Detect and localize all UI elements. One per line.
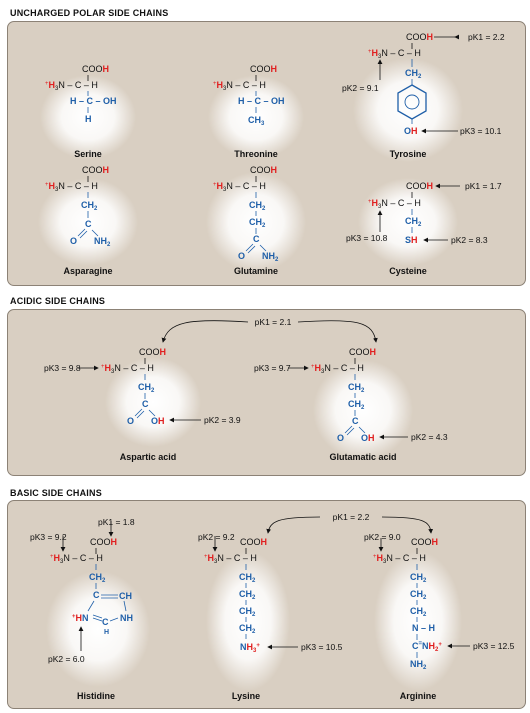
svg-text:COOH: COOH (250, 165, 278, 175)
svg-text:CH2: $CH_2$ (239, 572, 256, 584)
svg-text:CH3: $CH_3$ (248, 115, 265, 127)
svg-text:O: O (70, 236, 78, 246)
histidine-pk3: pK3 = 9.2 (30, 532, 67, 542)
tyrosine-pk2: pK2 = 9.1 (342, 83, 379, 93)
label-lysine: Lysine (231, 691, 261, 701)
svg-text:H: H (104, 629, 110, 636)
svg-text:COOH: COOH (139, 347, 167, 357)
svg-text:COOH: COOH (349, 347, 377, 357)
svg-text:C: C (253, 234, 260, 244)
label-serine: Serine (74, 149, 102, 159)
basic-shared-pk1: pK1 = 2.2 (332, 512, 370, 522)
svg-text:+H3N – C – H: $^+H_3N$ – C – H (101, 363, 154, 375)
svg-text:+H3N – C – H: $^+H_3N$ – C – H (45, 80, 98, 92)
svg-text:C=NH2+: $C^=NH_2^+$ (412, 641, 442, 653)
svg-text:CH2: $CH_2$ (410, 606, 427, 618)
svg-text:+H3N – C – H: $^+H_3N$ – C – H (373, 553, 426, 565)
acidic-diagram (8, 310, 525, 475)
svg-text:C: C (352, 416, 359, 426)
lysine-pk2: pK2 = 9.2 (198, 532, 235, 542)
svg-text:N – H: N – H (412, 623, 436, 633)
svg-text:NH3+: $NH_3^+$ (240, 642, 260, 654)
svg-text:OH: OH (361, 433, 375, 443)
svg-text:COOH: COOH (240, 537, 268, 547)
label-aspartic-acid: Aspartic acid (119, 452, 177, 462)
tyrosine-pk3: pK3 = 10.1 (460, 126, 502, 136)
label-cysteine: Cysteine (389, 266, 427, 276)
label-histidine: Histidine (76, 691, 116, 701)
svg-text:O: O (127, 416, 135, 426)
svg-text:COOH: COOH (82, 64, 110, 74)
svg-text:+H3N – C – H: $^+H_3N$ – C – H (45, 181, 98, 193)
svg-text:CH2: $CH_2$ (249, 200, 266, 212)
svg-text:+H3N – C – H: $^+H_3N$ – C – H (311, 363, 364, 375)
svg-text:CH: CH (119, 591, 132, 601)
label-threonine: Threonine (234, 149, 278, 159)
tyrosine-pk1: pK1 = 2.2 (468, 32, 505, 42)
label-tyrosine: Tyrosine (389, 149, 427, 159)
svg-text:+H3N – C – H: $^+H_3N$ – C – H (50, 553, 103, 565)
svg-text:NH2: $NH_2$ (410, 659, 427, 671)
svg-text:C: C (102, 617, 109, 627)
svg-text:+H3N – C – H: $^+H_3N$ – C – H (368, 48, 421, 60)
svg-text:NH: NH (120, 613, 133, 623)
svg-text:C: C (85, 219, 92, 229)
svg-text:CH2: $CH_2$ (89, 572, 106, 584)
svg-text:CH2: $CH_2$ (239, 606, 256, 618)
svg-text:+HN: +HN (72, 613, 89, 623)
cysteine-pk1: pK1 = 1.7 (465, 181, 502, 191)
svg-text:COOH: COOH (250, 64, 278, 74)
svg-text:CH2: $CH_2$ (239, 589, 256, 601)
svg-text:COOH: COOH (406, 32, 434, 42)
aspartic-pk2: pK2 = 3.9 (204, 415, 241, 425)
svg-text:NH2: $NH_2$ (262, 251, 279, 263)
svg-text:CH2: $CH_2$ (138, 382, 155, 394)
cysteine-pk3: pK3 = 10.8 (346, 233, 388, 243)
glow-histidine (46, 571, 150, 687)
aspartic-pk3: pK3 = 9.8 (44, 363, 81, 373)
svg-text:O: O (337, 433, 345, 443)
svg-text:COOH: COOH (90, 537, 118, 547)
svg-text:+H3N – C – H: $^+H_3N$ – C – H (204, 553, 257, 565)
label-glutamatic-acid: Glutamatic acid (329, 452, 397, 462)
section-title-uncharged: UNCHARGED POLAR SIDE CHAINS (10, 8, 169, 18)
uncharged-diagram (8, 22, 525, 285)
svg-text:CH2: $CH_2$ (410, 572, 427, 584)
arginine-pk2: pK2 = 9.0 (364, 532, 401, 542)
svg-text:CH2: $CH_2$ (410, 589, 427, 601)
svg-text:CH2: $CH_2$ (81, 200, 98, 212)
svg-text:CH2: $CH_2$ (405, 216, 422, 228)
svg-text:CH2: $CH_2$ (348, 382, 365, 394)
panel-basic (7, 500, 526, 709)
label-arginine: Arginine (399, 691, 437, 701)
arginine-pk3: pK3 = 12.5 (473, 641, 515, 651)
svg-text:H: H (85, 114, 92, 124)
panel-uncharged (7, 21, 526, 286)
svg-text:+H3N – C – H: $^+H_3N$ – C – H (368, 198, 421, 210)
section-title-acidic: ACIDIC SIDE CHAINS (10, 296, 106, 306)
basic-diagram (8, 501, 525, 708)
panel-acidic (7, 309, 526, 476)
svg-text:H – C – OH: H – C – OH (238, 96, 285, 106)
histidine-pk2: pK2 = 6.0 (48, 654, 85, 664)
svg-text:C: C (93, 590, 100, 600)
svg-text:H – C – OH: H – C – OH (70, 96, 117, 106)
svg-text:+H3N – C – H: $^+H_3N$ – C – H (213, 80, 266, 92)
svg-text:CH2: $CH_2$ (348, 399, 365, 411)
glutamatic-pk2: pK2 = 4.3 (411, 432, 448, 442)
svg-text:OH: OH (151, 416, 165, 426)
histidine-pk1: pK1 = 1.8 (98, 517, 135, 527)
svg-text:COOH: COOH (82, 165, 110, 175)
svg-text:+H3N – C – H: $^+H_3N$ – C – H (213, 181, 266, 193)
svg-text:COOH: COOH (411, 537, 439, 547)
label-asparagine: Asparagine (63, 266, 113, 276)
svg-text:CH2: $CH_2$ (239, 623, 256, 635)
svg-text:O: O (238, 251, 246, 261)
section-title-basic: BASIC SIDE CHAINS (10, 488, 102, 498)
svg-text:CH2: $CH_2$ (405, 68, 422, 80)
label-glutamine: Glutamine (233, 266, 279, 276)
lysine-pk3: pK3 = 10.5 (301, 642, 343, 652)
acidic-shared-pk1: pK1 = 2.1 (254, 317, 292, 327)
svg-text:SH: SH (405, 235, 418, 245)
svg-text:COOH: COOH (406, 181, 434, 191)
svg-text:C: C (142, 399, 149, 409)
svg-text:NH2: $NH_2$ (94, 236, 111, 248)
glutamatic-pk3: pK3 = 9.7 (254, 363, 291, 373)
svg-text:CH2: $CH_2$ (249, 217, 266, 229)
cysteine-pk2: pK2 = 8.3 (451, 235, 488, 245)
svg-text:OH: OH (404, 126, 418, 136)
